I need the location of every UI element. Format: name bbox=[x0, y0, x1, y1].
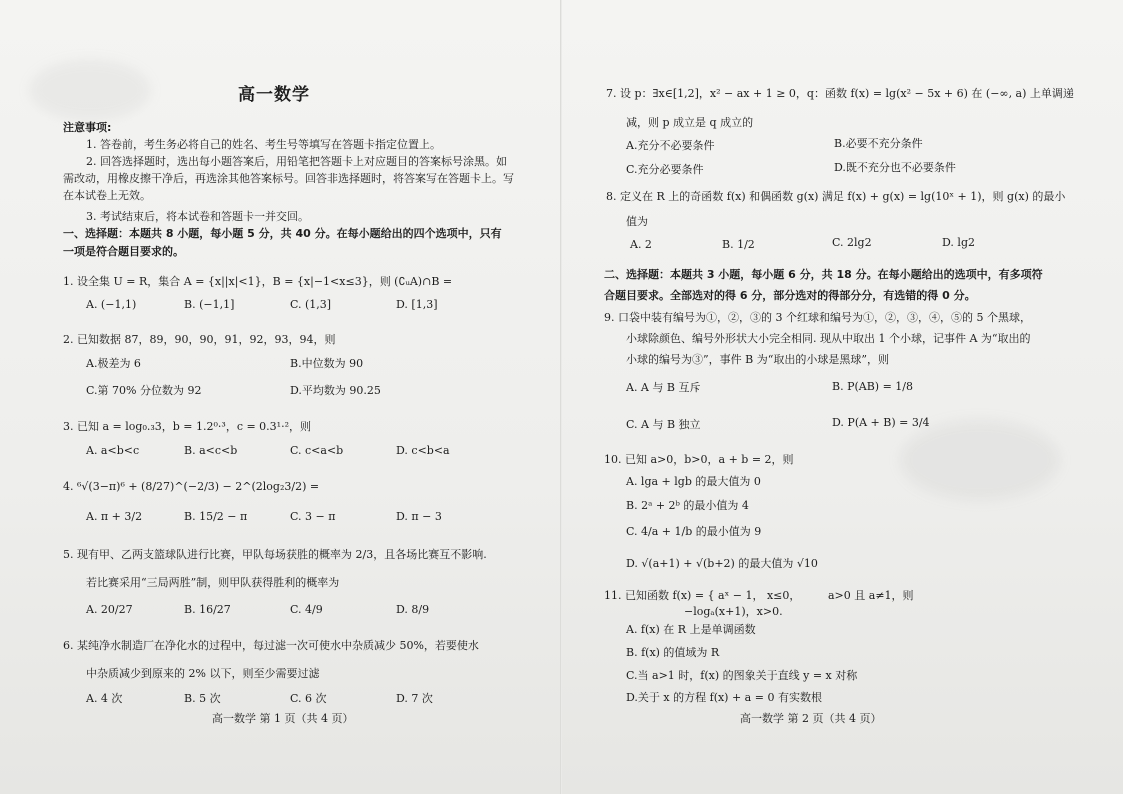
question-1-stem: 1. 设全集 U = R，集合 A = {x||x|<1}，B = {x|−1<x≤3}，则 (∁ᵤA)∩B = bbox=[63, 275, 453, 288]
question-2-option-d: D.平均数为 90.25 bbox=[290, 384, 381, 397]
question-4-option-b: B. 15/2 − π bbox=[184, 510, 248, 523]
question-9-stem: 小球的编号为③”，事件 B 为“取出的小球是黑球”，则 bbox=[626, 353, 889, 366]
question-7-option-c: C.充分必要条件 bbox=[626, 163, 704, 176]
question-5-option-d: D. 8/9 bbox=[396, 603, 430, 616]
question-3-option-d: D. c<b<a bbox=[396, 444, 450, 457]
question-11-stem: 11. 已知函数 f(x) = { aˣ − 1， x≤0， bbox=[604, 589, 801, 602]
question-10-option-c: C. 4/a + 1/b 的最小值为 9 bbox=[626, 525, 762, 538]
page-footer: 高一数学 第 1 页（共 4 页） bbox=[212, 712, 354, 725]
question-9-option-a: A. A 与 B 互斥 bbox=[626, 381, 701, 394]
question-9-option-d: D. P(A + B) = 3/4 bbox=[832, 416, 930, 429]
question-6-option-c: C. 6 次 bbox=[290, 692, 327, 705]
question-7-option-d: D.既不充分也不必要条件 bbox=[834, 161, 956, 174]
notice-line: 1. 答卷前，考生务必将自己的姓名、考生号等填写在答题卡指定位置上。 bbox=[86, 138, 441, 151]
question-10-option-b: B. 2ᵃ + 2ᵇ 的最小值为 4 bbox=[626, 499, 749, 512]
question-7-option-b: B.必要不充分条件 bbox=[834, 137, 923, 150]
question-1-option-a: A. (−1,1) bbox=[86, 298, 137, 311]
question-5-stem-line-2: 若比赛采用“三局两胜”制，则甲队获得胜利的概率为 bbox=[86, 576, 340, 589]
question-2-option-c: C.第 70% 分位数为 92 bbox=[86, 384, 202, 397]
question-11-option-b: B. f(x) 的值域为 R bbox=[626, 646, 720, 659]
section-1-heading: 一、选择题：本题共 8 小题，每小题 5 分，共 40 分。在每小题给出的四个选项中，只有 bbox=[63, 227, 502, 240]
question-2-option-b: B.中位数为 90 bbox=[290, 357, 364, 370]
question-5-option-c: C. 4/9 bbox=[290, 603, 323, 616]
notice-line: 在本试卷上无效。 bbox=[63, 189, 151, 202]
question-8-option-c: C. 2lg2 bbox=[832, 236, 872, 249]
question-8-option-a: A. 2 bbox=[630, 238, 652, 251]
question-4-option-a: A. π + 3/2 bbox=[86, 510, 143, 523]
question-1-option-c: C. (1,3] bbox=[290, 298, 332, 311]
question-7-stem-line-2: 减，则 p 成立是 q 成立的 bbox=[626, 116, 754, 129]
section-1-heading: 一项是符合题目要求的。 bbox=[63, 245, 184, 258]
question-3-option-a: A. a<b<c bbox=[86, 444, 140, 457]
question-4-stem: 4. ⁶√(3−π)⁶ + (8/27)^(−2/3) − 2^(2log₂3/2) = bbox=[63, 480, 320, 493]
question-7-option-a: A.充分不必要条件 bbox=[626, 139, 715, 152]
notice-line: 需改动，用橡皮擦干净后，再选涂其他答案标号。回答非选择题时，将答案写在答题卡上。写 bbox=[63, 172, 514, 185]
question-3-option-c: C. c<a<b bbox=[290, 444, 344, 457]
section-2-heading: 二、选择题：本题共 3 小题，每小题 6 分，共 18 分。在每小题给出的选项中，有多项符 bbox=[604, 268, 1043, 281]
question-6-stem: 6. 某纯净水制造厂在净化水的过程中，每过滤一次可使水中杂质减少 50%，若要使水 bbox=[63, 639, 479, 652]
question-8-stem-line-2: 值为 bbox=[626, 215, 648, 228]
question-5-option-b: B. 16/27 bbox=[184, 603, 231, 616]
question-3-stem: 3. 已知 a = log₀.₃3，b = 1.2⁰·³，c = 0.3¹·²，则 bbox=[63, 420, 311, 433]
page-1 bbox=[0, 0, 560, 794]
question-7-stem: 7. 设 p：∃x∈[1,2]，x² − ax + 1 ≥ 0，q：函数 f(x) = lg(x² − 5x + 6) 在 (−∞, a) 上单调递 bbox=[606, 87, 1074, 100]
question-2-stem: 2. 已知数据 87，89，90，90，91，92，93，94，则 bbox=[63, 333, 336, 346]
question-11-option-c: C.当 a>1 时，f(x) 的图象关于直线 y = x 对称 bbox=[626, 669, 858, 682]
question-6-option-b: B. 5 次 bbox=[184, 692, 221, 705]
question-5-option-a: A. 20/27 bbox=[86, 603, 133, 616]
page-footer: 高一数学 第 2 页（共 4 页） bbox=[740, 712, 882, 725]
question-11-option-a: A. f(x) 在 R 上是单调函数 bbox=[626, 623, 756, 636]
question-9-option-b: B. P(AB) = 1/8 bbox=[832, 380, 914, 393]
question-10-stem: 10. 已知 a>0，b>0，a + b = 2，则 bbox=[604, 453, 794, 466]
page-2 bbox=[562, 0, 1123, 794]
notice-line: 3. 考试结束后，将本试卷和答题卡一并交回。 bbox=[86, 210, 309, 223]
question-11-option-d: D.关于 x 的方程 f(x) + a = 0 有实数根 bbox=[626, 691, 822, 704]
question-6-stem-line-2: 中杂质减少到原来的 2% 以下，则至少需要过滤 bbox=[86, 667, 320, 680]
question-2-option-a: A.极差为 6 bbox=[86, 357, 141, 370]
question-4-option-c: C. 3 − π bbox=[290, 510, 336, 523]
notice-line: 2. 回答选择题时，选出每小题答案后，用铅笔把答题卡上对应题目的答案标号涂黑。如 bbox=[86, 155, 507, 168]
question-10-option-a: A. lga + lgb 的最大值为 0 bbox=[626, 475, 761, 488]
notice-heading: 注意事项: bbox=[63, 121, 112, 134]
question-1-option-d: D. [1,3] bbox=[396, 298, 438, 311]
question-8-option-b: B. 1/2 bbox=[722, 238, 755, 251]
question-11-stem-piece-2: −logₐ(x+1)，x>0. bbox=[684, 605, 783, 618]
question-4-option-d: D. π − 3 bbox=[396, 510, 442, 523]
question-9-option-c: C. A 与 B 独立 bbox=[626, 418, 701, 431]
question-9-stem: 小球除颜色、编号外形状大小完全相同. 现从中取出 1 个小球，记事件 A 为“取出的 bbox=[626, 332, 1031, 345]
question-1-option-b: B. (−1,1] bbox=[184, 298, 235, 311]
section-2-heading: 合题目要求。全部选对的得 6 分，部分选对的得部分分，有选错的得 0 分。 bbox=[604, 289, 976, 302]
question-6-option-a: A. 4 次 bbox=[86, 692, 123, 705]
question-3-option-b: B. a<c<b bbox=[184, 444, 238, 457]
question-8-option-d: D. lg2 bbox=[942, 236, 975, 249]
question-10-option-d: D. √(a+1) + √(b+2) 的最大值为 √10 bbox=[626, 557, 818, 570]
question-6-option-d: D. 7 次 bbox=[396, 692, 433, 705]
question-11-stem-condition: a>0 且 a≠1，则 bbox=[828, 589, 914, 602]
question-9-stem: 9. 口袋中装有编号为①，②，③的 3 个红球和编号为①，②，③，④，⑤的 5 个黑球， bbox=[604, 311, 1031, 324]
question-8-stem: 8. 定义在 R 上的奇函数 f(x) 和偶函数 g(x) 满足 f(x) + g(x) = lg(10ˣ + 1)，则 g(x) 的最小 bbox=[606, 190, 1066, 203]
question-5-stem: 5. 现有甲、乙两支篮球队进行比赛，甲队每场获胜的概率为 2/3，且各场比赛互不影响. bbox=[63, 548, 487, 561]
exam-title: 高一数学 bbox=[238, 85, 310, 105]
